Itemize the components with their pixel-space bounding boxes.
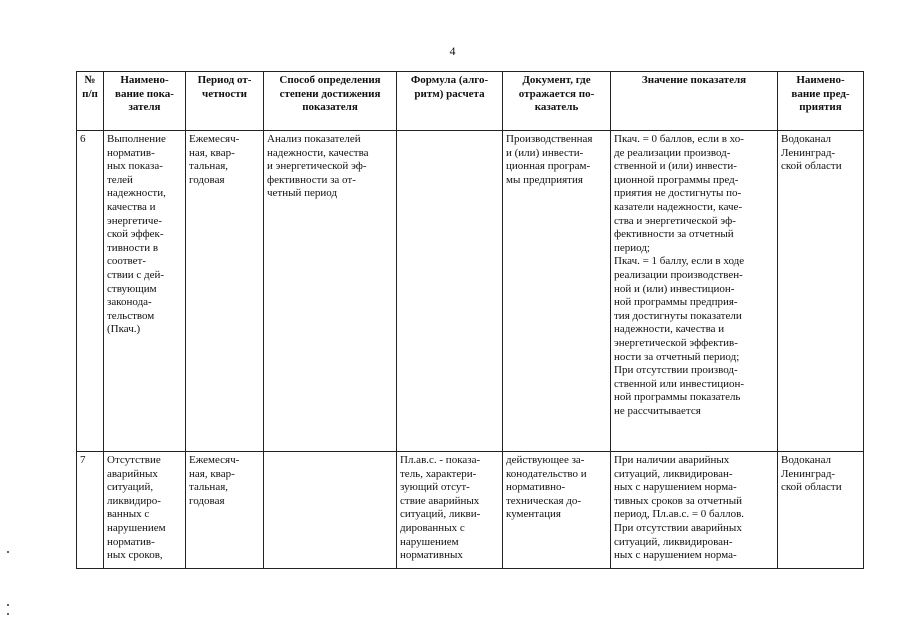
row-enterprise: Водоканал Ленинград- ской области [778, 131, 864, 452]
header-document: Документ, где отражается по- казатель [503, 72, 611, 131]
scan-speck [7, 604, 9, 606]
row-indicator-name: Отсутствие аварийных ситуаций, ликвидиро- ванных с нарушением норматив- ных сроков, [104, 452, 186, 569]
table-header-row [77, 72, 864, 131]
row-method: Анализ показателей надежности, качества и энергетической эф- фективности за от- четный период [264, 131, 397, 452]
row-reporting-period: Ежемесяч- ная, квар- тальная, годовая [186, 452, 264, 569]
header-enterprise: Наимено- вание пред- приятия [778, 72, 864, 131]
row-indicator-value: Пкач. = 0 баллов, если в хо- де реализации производ- ственной и (или) инвести- ционной программы пред- приятия не достигнуты по- казатели надежности, каче- ства и энергетической эф- фективности за отчетный период; Пкач. = 1 баллу, если в ходе реализации производствен- ной и (или) инвестицион- ной программы предприя- тия достигнуты показатели надежности, качества и энергетической эффектив- ности за отчетный период; При отсутствии производ- ственной или инвестицион- ной программы показатель не рассчитывается [611, 131, 778, 452]
scan-speck [7, 551, 9, 553]
row-enterprise: Водоканал Ленинград- ской области [778, 452, 864, 569]
row-number: 6 [77, 131, 104, 452]
row-indicator-name: Выполнение норматив- ных показа- телей надежности, качества и энергетиче- ской эффек- тивности в соответ- ствии с дей- ствующим законода- тельством (Пкач.) [104, 131, 186, 452]
row-method [264, 452, 397, 569]
header-method: Способ определения степени достижения показателя [264, 72, 397, 131]
row-document: действующее за- конодательство и нормативно- техническая до- кументация [503, 452, 611, 569]
scan-speck [7, 613, 9, 615]
header-indicator-value: Значение показателя [611, 72, 778, 131]
table-row [77, 452, 864, 569]
row-formula [397, 131, 503, 452]
row-document: Производственная и (или) инвести- ционная програм- мы предприятия [503, 131, 611, 452]
row-formula: Пл.ав.с. - показа- тель, характери- зующий отсут- ствие аварийных ситуаций, ликви- дированных с нарушением нормативных [397, 452, 503, 569]
header-formula: Формула (алго- ритм) расчета [397, 72, 503, 131]
row-number: 7 [77, 452, 104, 569]
header-indicator-name: Наимено- вание пока- зателя [104, 72, 186, 131]
header-reporting-period: Период от- четности [186, 72, 264, 131]
table-row [77, 131, 864, 452]
indicators-table [76, 71, 864, 569]
page-number: 4 [449, 44, 456, 58]
header-number: № п/п [77, 72, 104, 131]
row-reporting-period: Ежемесяч- ная, квар- тальная, годовая [186, 131, 264, 452]
row-indicator-value: При наличии аварийных ситуаций, ликвидирован- ных с нарушением норма- тивных сроков за отчетный период, Пл.ав.с. = 0 баллов. При отсутствии аварийных ситуаций, ликвидирован- ных с нарушением норма- [611, 452, 778, 569]
